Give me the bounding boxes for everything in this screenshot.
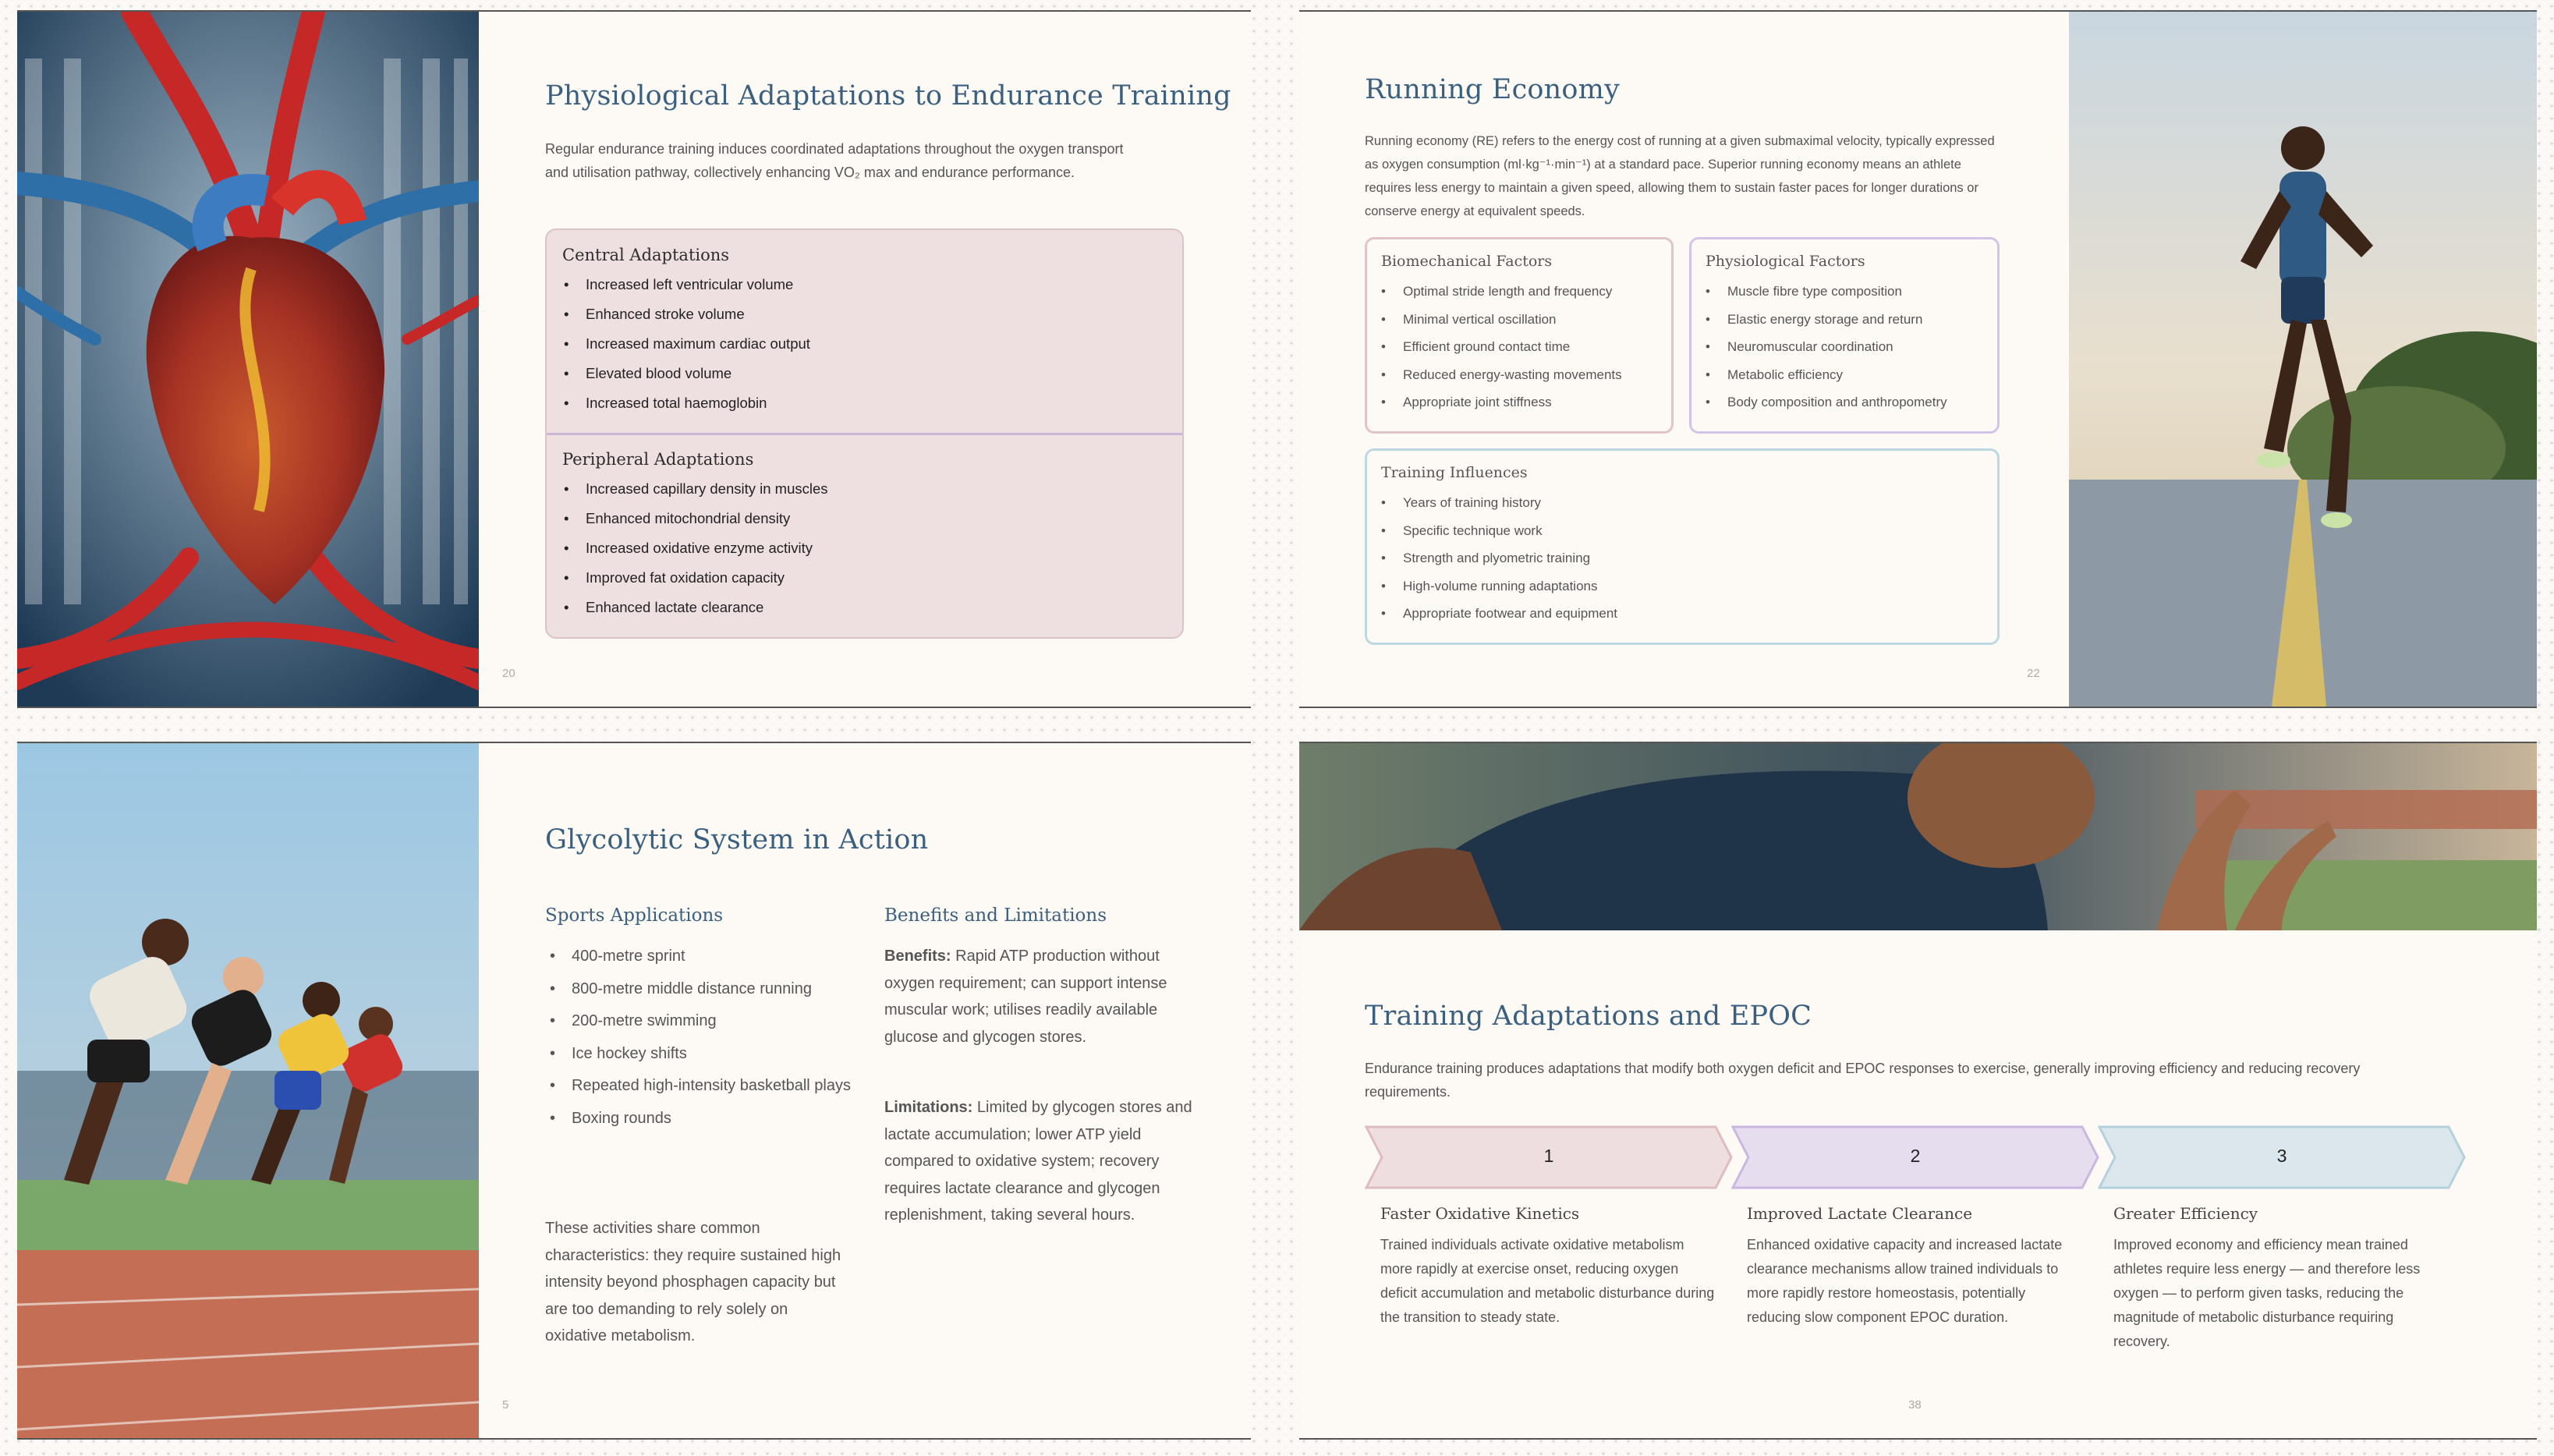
step-3-heading: Greater Efficiency <box>2113 1204 2258 1223</box>
physiological-factors-box <box>1689 237 2000 434</box>
list-item: • Body composition and anthropometry <box>1727 391 1947 419</box>
step-3-text: Improved economy and efficiency mean trained athletes require less energy — and therefore less oxygen — to perform given tasks, reducing the magnitude of metabolic disturbance requiring recovery. <box>2113 1237 2421 1349</box>
list-item: • Improved fat oxidation capacity <box>586 566 828 596</box>
benefits-paragraph <box>884 943 1196 1050</box>
slide-title: Training Adaptations and EPOC <box>1365 1001 1812 1032</box>
physiological-factors-list <box>1727 280 1947 419</box>
page-number: 5 <box>502 1398 509 1412</box>
limitations-paragraph <box>884 1094 1196 1229</box>
section-divider <box>547 433 1182 435</box>
page-number: 20 <box>502 667 515 680</box>
peripheral-adaptations-heading: Peripheral Adaptations <box>562 450 754 469</box>
slide-glycolytic-system[interactable] <box>17 742 1251 1440</box>
benefits-limitations-heading: Benefits and Limitations <box>884 905 1107 926</box>
list-item: • Increased capillary density in muscles <box>586 477 828 507</box>
sports-applications-heading: Sports Applications <box>545 905 724 926</box>
adaptations-box <box>545 228 1184 639</box>
box-heading: Training Influences <box>1381 464 1528 481</box>
central-adaptations-heading: Central Adaptations <box>562 246 730 264</box>
page-number: 38 <box>1908 1398 1922 1412</box>
list-item: • Enhanced stroke volume <box>586 303 810 332</box>
summary-paragraph: These activities share common characteristics: they require sustained high intensity beyond phosphagen capacity but are too demanding to rely solely on oxidative metabolism. <box>545 1220 841 1344</box>
sports-applications-list <box>572 943 852 1137</box>
list-item: • Neuromuscular coordination <box>1727 335 1947 363</box>
list-item: • 800-metre middle distance running <box>572 976 852 1003</box>
step-2-text: Enhanced oxidative capacity and increased lactate clearance mechanisms allow trained individuals to more rapidly restore homeostasis, potentially reducing slow component EPOC duration. <box>1747 1237 2063 1325</box>
list-item: • Specific technique work <box>1403 519 1617 547</box>
list-item: • Metabolic efficiency <box>1727 363 1947 391</box>
limitations-label: Limitations: <box>884 1099 973 1116</box>
slide-title: Glycolytic System in Action <box>545 824 929 856</box>
training-influences-box <box>1365 448 2000 645</box>
step-2-heading: Improved Lactate Clearance <box>1747 1204 1973 1223</box>
training-influences-list <box>1403 491 1617 630</box>
box-heading: Biomechanical Factors <box>1381 253 1553 270</box>
list-item: • High-volume running adaptations <box>1403 575 1617 603</box>
step-1-text: Trained individuals activate oxidative metabolism more rapidly at exercise onset, reducing oxygen deficit accumulation and metabolic disturbance during the transition to steady state. <box>1380 1237 1715 1325</box>
list-item: • Ice hockey shifts <box>572 1040 852 1068</box>
list-item: • Minimal vertical oscillation <box>1403 308 1622 336</box>
list-item: • Appropriate joint stiffness <box>1403 391 1622 419</box>
limitations-text: Limited by glycogen stores and lactate accumulation; lower ATP yield compared to oxidative system; recovery requires lactate clearance and glycogen replenishment, taking several hours. <box>884 1099 1192 1224</box>
list-item: • Reduced energy-wasting movements <box>1403 363 1622 391</box>
sprinters-image <box>17 743 479 1438</box>
intro-paragraph: Endurance training produces adaptations that modify both oxygen deficit and EPOC responses to exercise, generally improving efficiency and reducing recovery requirements. <box>1365 1061 2361 1100</box>
list-item: • 200-metre swimming <box>572 1008 852 1035</box>
box-heading: Physiological Factors <box>1706 253 1865 270</box>
list-item: • Enhanced lactate clearance <box>586 596 828 625</box>
slide-title: Physiological Adaptations to Endurance Training <box>545 80 1231 112</box>
intro-paragraph: Regular endurance training induces coordinated adaptations throughout the oxygen transport and utilisation pathway, collectively enhancing VO₂ max and endurance performance. <box>545 141 1124 180</box>
list-item: • Years of training history <box>1403 491 1617 519</box>
step-1-number: 1 <box>1543 1146 1554 1166</box>
biomechanical-factors-box <box>1365 237 1674 434</box>
slide-training-adaptations-epoc[interactable] <box>1299 742 2537 1440</box>
runner-image <box>2069 12 2537 707</box>
slide-title: Running Economy <box>1365 74 1621 105</box>
list-item: • Strength and plyometric training <box>1403 547 1617 575</box>
list-item: • Increased oxidative enzyme activity <box>586 537 828 566</box>
central-adaptations-list <box>586 273 810 421</box>
peripheral-adaptations-list <box>586 477 828 625</box>
list-item: • Muscle fibre type composition <box>1727 280 1947 308</box>
intro-paragraph: Running economy (RE) refers to the energy cost of running at a given submaximal velocity, typically expressed as oxygen consumption (ml·kg⁻¹·min⁻¹) at a standard pace. Superior running economy means an athlete requires less energy to maintain a given speed, allowing them to sustain faster paces for longer durations or conserve energy at equivalent speeds. <box>1365 134 1995 218</box>
list-item: • Increased total haemoglobin <box>586 391 810 421</box>
list-item: • Elevated blood volume <box>586 362 810 391</box>
list-item: • Boxing rounds <box>572 1105 852 1132</box>
list-item: • Appropriate footwear and equipment <box>1403 602 1617 630</box>
benefits-label: Benefits: <box>884 948 951 965</box>
step-3-number: 3 <box>2276 1146 2287 1166</box>
list-item: • Increased left ventricular volume <box>586 273 810 303</box>
list-item: • Enhanced mitochondrial density <box>586 507 828 537</box>
list-item: • Increased maximum cardiac output <box>586 332 810 362</box>
benefits-text: Rapid ATP production without oxygen requirement; can support intense muscular work; utilises readily available glucose and glycogen stores. <box>884 948 1167 1046</box>
list-item: • Optimal stride length and frequency <box>1403 280 1622 308</box>
slide-physiological-adaptations[interactable] <box>17 10 1251 708</box>
page-number: 22 <box>2027 667 2040 680</box>
biomechanical-factors-list <box>1403 280 1622 419</box>
step-2-number: 2 <box>1910 1146 1921 1166</box>
list-item: • Efficient ground contact time <box>1403 335 1622 363</box>
list-item: • Repeated high-intensity basketball plays <box>572 1072 852 1100</box>
list-item: • 400-metre sprint <box>572 943 852 970</box>
slide-running-economy[interactable] <box>1299 10 2537 708</box>
list-item: • Elastic energy storage and return <box>1727 308 1947 336</box>
athlete-banner-image <box>1299 743 2537 930</box>
step-1-heading: Faster Oxidative Kinetics <box>1380 1204 1580 1223</box>
heart-image <box>17 12 479 707</box>
